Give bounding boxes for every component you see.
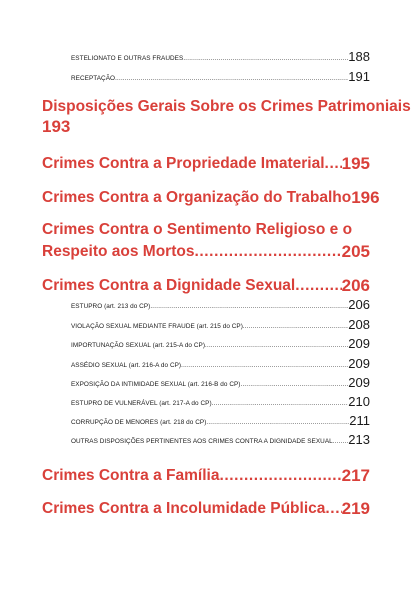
dot-leader	[243, 323, 348, 332]
dot-leader	[206, 419, 349, 428]
dot-leader	[150, 303, 348, 312]
toc-entry-page: 210	[348, 394, 370, 409]
toc-entry-label: ASSÉDIO SEXUAL (art. 216-A do CP)	[71, 362, 182, 369]
toc-entry-exposicao[interactable]	[71, 376, 370, 390]
toc-entry-label: ESTELIONATO E OUTRAS FRAUDES	[71, 55, 184, 62]
toc-entry-page: 213	[348, 432, 370, 447]
toc-section-label-line1: Crimes Contra o Sentimento Religioso e o	[42, 221, 353, 238]
toc-entry-page: 208	[348, 317, 370, 332]
toc-entry-page: 206	[348, 297, 370, 312]
toc-entry-estupro-vulneravel[interactable]	[71, 395, 370, 409]
toc-entry-page: 191	[348, 69, 370, 84]
toc-section-familia[interactable]	[42, 466, 370, 486]
toc-section-label-line2: Respeito aos Mortos	[42, 243, 195, 260]
dot-leader	[183, 55, 348, 64]
toc-entry-violacao[interactable]	[71, 318, 370, 332]
toc-entry-corrupcao[interactable]	[71, 414, 370, 428]
dot-leader	[205, 342, 348, 351]
toc-entry-label: EXPOSIÇÃO DA INTIMIDADE SEXUAL (art. 216-B do CP)	[71, 381, 241, 388]
toc-section-page: 196	[351, 188, 380, 207]
toc-entry-label: ESTUPRO (art. 213 do CP)	[71, 303, 151, 310]
toc-entry-label: ESTUPRO DE VULNERÁVEL (art. 217-A do CP)	[71, 400, 212, 407]
toc-section-incolumidade[interactable]	[42, 499, 370, 519]
toc-entry-label: VIOLAÇÃO SEXUAL MEDIANTE FRAUDE (art. 215 do CP)	[71, 323, 243, 330]
toc-section-label: Crimes Contra a Dignidade Sexual	[42, 277, 296, 294]
toc-entry-assedio[interactable]	[71, 357, 370, 371]
toc-section-disposicoes[interactable]	[42, 97, 411, 137]
toc-entry-outras-disposicoes[interactable]	[71, 433, 370, 447]
toc-section-propriedade[interactable]	[42, 154, 370, 174]
toc-entry-page: 209	[348, 375, 370, 390]
dot-leader	[333, 438, 349, 447]
toc-entry-label: RECEPTAÇÃO	[71, 75, 116, 82]
toc-entry-page: 209	[348, 336, 370, 351]
dot-leader	[325, 499, 341, 519]
toc-entry-estupro[interactable]	[71, 298, 370, 312]
toc-entry-label: OUTRAS DISPOSIÇÕES PERTINENTES AOS CRIMES CONTRA A DIGNIDADE SEXUAL	[71, 438, 333, 445]
toc-entry-importunacao[interactable]	[71, 337, 370, 351]
toc-section-page: 205	[341, 242, 370, 261]
toc-section-page: 195	[341, 154, 370, 173]
dot-leader	[181, 362, 348, 371]
dot-leader	[240, 381, 348, 390]
toc-section-organizacao[interactable]	[42, 188, 380, 208]
toc-section-label: Crimes Contra a Incolumidade Pública	[42, 500, 326, 517]
toc-entry-receptacao[interactable]	[71, 70, 370, 84]
dot-leader	[219, 466, 341, 486]
toc-section-dignidade[interactable]	[42, 276, 370, 296]
dot-leader	[212, 400, 349, 409]
dot-leader	[295, 276, 341, 296]
toc-section-label: Crimes Contra a Família	[42, 467, 220, 484]
toc-section-label: Crimes Contra a Propriedade Imaterial	[42, 155, 325, 172]
toc-section-label: Crimes Contra a Organização do Trabalho	[42, 189, 352, 206]
toc-section-page: 219	[341, 499, 370, 518]
toc-entry-label: CORRUPÇÃO DE MENORES (art. 218 do CP)	[71, 419, 207, 426]
toc-entry-page: 188	[348, 49, 370, 64]
toc-section-page: 193	[42, 117, 71, 136]
toc-section-sentimento[interactable]	[42, 220, 370, 262]
toc-entry-estelionato[interactable]	[71, 50, 370, 64]
toc-entry-label: IMPORTUNAÇÃO SEXUAL (art. 215-A do CP)	[71, 342, 206, 349]
toc-section-page: 217	[341, 466, 370, 485]
toc-entry-page: 211	[349, 413, 370, 428]
dot-leader	[194, 242, 341, 262]
dot-leader	[325, 154, 342, 174]
toc-entry-page: 209	[348, 356, 370, 371]
dot-leader	[115, 75, 348, 84]
toc-section-page: 206	[341, 276, 370, 295]
toc-section-label: Disposições Gerais Sobre os Crimes Patrimoniais	[42, 98, 411, 115]
